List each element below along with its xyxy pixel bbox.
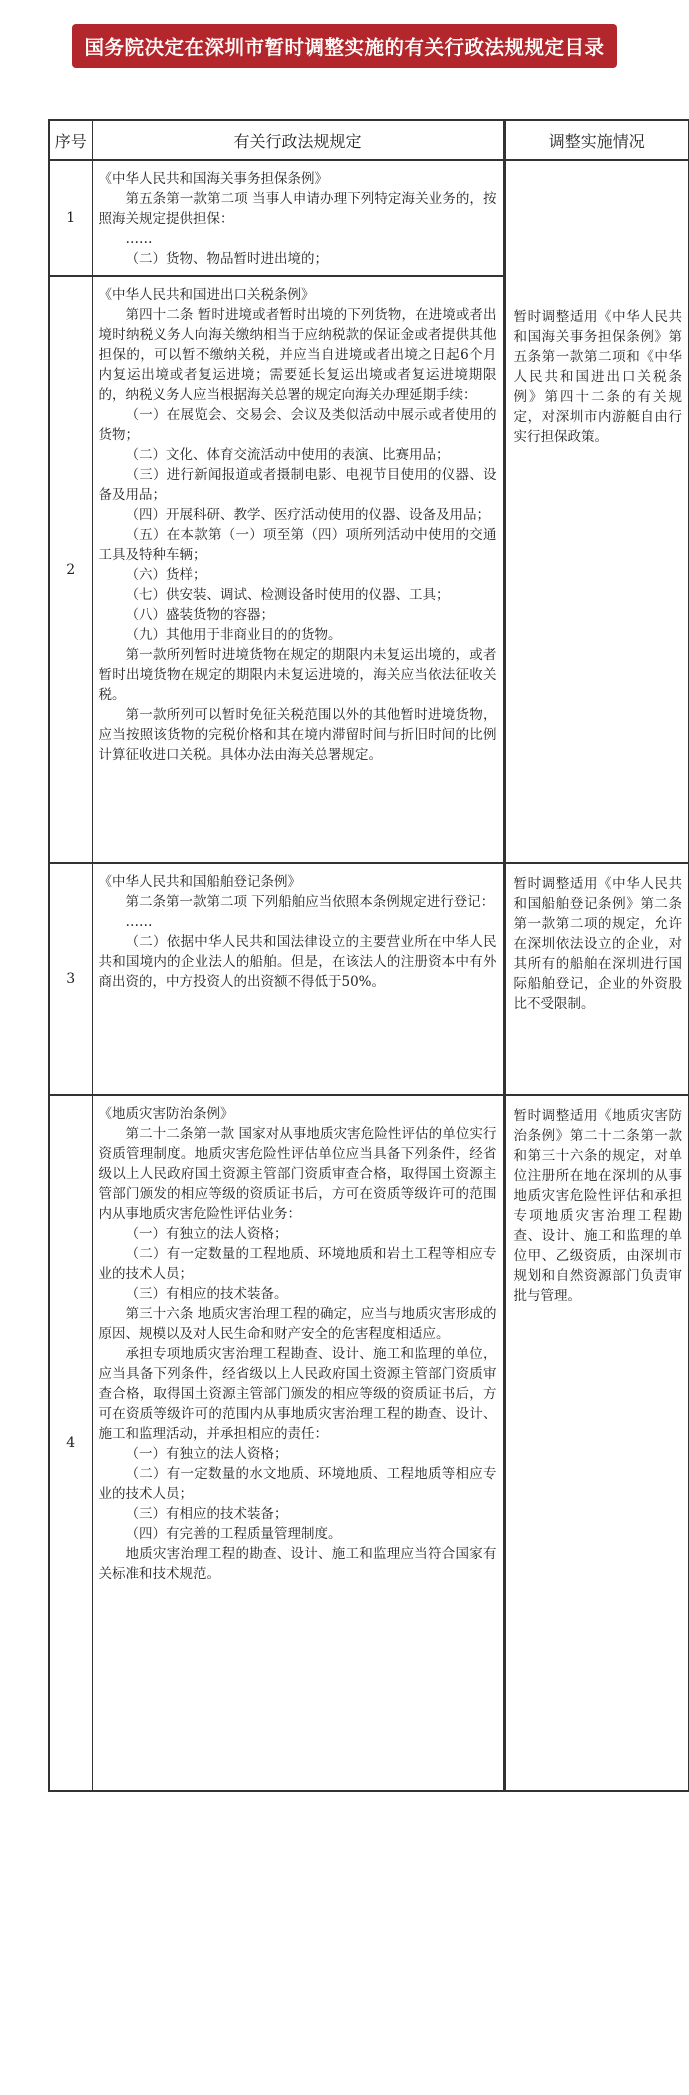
regulation-text: （二）有一定数量的水文地质、环境地质、工程地质等相应专业的技术人员； bbox=[98, 1466, 497, 1502]
regulation-text: （五）在本款第（一）项至第（四）项所列活动中使用的交通工具及特种车辆； bbox=[98, 527, 497, 563]
regulation-text: （七）供安装、调试、检测设备时使用的仪器、工具； bbox=[125, 587, 450, 603]
regulation-text: （四）有完善的工程质量管理制度。 bbox=[125, 1526, 342, 1542]
table-row bbox=[49, 160, 689, 276]
regulation-text: 第二十二条第一款 国家对从事地质灾害危险性评估的单位实行资质管理制度。地质灾害危险性评估单位应当具备下列条件，经省级以上人民政府国土资源主管部门资质审查合格，取得国土资源主管部门颁发的相应等级的资质证书后，方可在资质等级许可的范围内从事地质灾害危险性评估业务： bbox=[98, 1126, 497, 1222]
regulation-text: 第五条第一款第二项 当事人申请办理下列特定海关业务的，按照海关规定提供担保： bbox=[98, 191, 497, 227]
regulation-text: （一）有独立的法人资格； bbox=[125, 1226, 288, 1242]
situation-text: 暂时调整适用《中华人民共和国海关事务担保条例》第五条第一款第二项和《中华人民共和国进出口关税条例》第四十二条的有关规定，对深圳市内游艇自由行实行担保政策。 bbox=[513, 309, 682, 445]
regulation-text: 第四十二条 暂时进境或者暂时出境的下列货物，在进境或者出境时纳税义务人向海关缴纳相当于应纳税款的保证金或者提供其他担保的，可以暂不缴纳关税，并应当自进境或者出境之日起6个月内复运出境或者复运进境；需要延长复运出境或者复运进境期限的，纳税义务人应当根据海关总署的规定向海关办理延期手续： bbox=[98, 307, 497, 403]
regulation-text: （四）开展科研、教学、医疗活动使用的仪器、设备及用品； bbox=[125, 507, 490, 523]
situation-cell bbox=[504, 863, 689, 1095]
regulation-name: 《中华人民共和国进出口关税条例》 bbox=[98, 287, 315, 303]
row-number: 3 bbox=[49, 863, 92, 1095]
regulation-cell bbox=[92, 160, 504, 276]
regulation-text: （三）进行新闻报道或者摄制电影、电视节目使用的仪器、设备及用品； bbox=[98, 467, 497, 503]
regulation-table bbox=[48, 119, 689, 1792]
row-number: 4 bbox=[49, 1095, 92, 1791]
regulation-name: 《中华人民共和国海关事务担保条例》 bbox=[98, 171, 328, 187]
regulation-text: （一）在展览会、交易会、会议及类似活动中展示或者使用的货物； bbox=[98, 407, 497, 443]
situation-text: 暂时调整适用《中华人民共和国船舶登记条例》第二条第一款第二项的规定，允许在深圳依法设立的企业，对其所有的船舶在深圳进行国际船舶登记，企业的外资股比不受限制。 bbox=[513, 876, 682, 1012]
regulation-cell bbox=[92, 1095, 504, 1791]
situation-cell bbox=[504, 160, 689, 863]
header-number: 序号 bbox=[49, 120, 92, 160]
row-number: 1 bbox=[49, 160, 92, 276]
regulation-text: 第一款所列可以暂时免征关税范围以外的其他暂时进境货物，应当按照该货物的完税价格和其在境内滞留时间与折旧时间的比例计算征收进口关税。具体办法由海关总署规定。 bbox=[98, 707, 497, 763]
regulation-cell bbox=[92, 863, 504, 1095]
regulation-text: …… bbox=[125, 231, 153, 247]
table-row bbox=[49, 863, 689, 1095]
header-regulation: 有关行政法规规定 bbox=[92, 120, 504, 160]
regulation-text: 第一款所列暂时进境货物在规定的期限内未复运出境的，或者暂时出境货物在规定的期限内未复运进境的，海关应当依法征收关税。 bbox=[98, 647, 497, 703]
regulation-text: （三）有相应的技术装备。 bbox=[125, 1286, 288, 1302]
regulation-text: …… bbox=[125, 914, 153, 930]
regulation-text: 第二条第一款第二项 下列船舶应当依照本条例规定进行登记： bbox=[125, 894, 495, 910]
header-situation: 调整实施情况 bbox=[504, 120, 689, 160]
regulation-text: 地质灾害治理工程的勘查、设计、施工和监理应当符合国家有关标准和技术规范。 bbox=[98, 1546, 497, 1582]
regulation-name: 《中华人民共和国船舶登记条例》 bbox=[98, 874, 301, 890]
table-row bbox=[49, 1095, 689, 1791]
regulation-text: （六）货样； bbox=[125, 567, 207, 583]
row-number: 2 bbox=[49, 276, 92, 863]
regulation-text: （三）有相应的技术装备； bbox=[125, 1506, 288, 1522]
situation-cell bbox=[504, 1095, 689, 1791]
title-banner bbox=[0, 24, 689, 68]
regulation-cell bbox=[92, 276, 504, 863]
regulation-text: （二）文化、体育交流活动中使用的表演、比赛用品； bbox=[125, 447, 450, 463]
table-header-row bbox=[49, 120, 689, 160]
regulation-text: （一）有独立的法人资格； bbox=[125, 1446, 288, 1462]
regulation-text: （二）货物、物品暂时进出境的； bbox=[125, 251, 328, 267]
page-title: 国务院决定在深圳市暂时调整实施的有关行政法规规定目录 bbox=[72, 24, 616, 68]
regulation-text: （九）其他用于非商业目的的货物。 bbox=[125, 627, 342, 643]
regulation-text: 承担专项地质灾害治理工程勘查、设计、施工和监理的单位，应当具备下列条件，经省级以上人民政府国土资源主管部门资质审查合格，取得国土资源主管部门颁发的相应等级的资质证书后，方可在资质等级许可的范围内从事地质灾害治理工程的勘查、设计、施工和监理活动，并承担相应的责任： bbox=[98, 1346, 497, 1442]
regulation-text: （二）有一定数量的工程地质、环境地质和岩土工程等相应专业的技术人员； bbox=[98, 1246, 497, 1282]
situation-text: 暂时调整适用《地质灾害防治条例》第二十二条第一款和第三十六条的规定，对单位注册所在地在深圳的从事地质灾害危险性评估和承担专项地质灾害治理工程勘查、设计、施工和监理的单位甲、乙级资质，由深圳市规划和自然资源部门负责审批与管理。 bbox=[513, 1108, 682, 1304]
regulation-name: 《地质灾害防治条例》 bbox=[98, 1106, 234, 1122]
regulation-text: （二）依据中华人民共和国法律设立的主要营业所在中华人民共和国境内的企业法人的船舶。但是，在该法人的注册资本中有外商出资的，中方投资人的出资额不得低于50%。 bbox=[98, 934, 497, 990]
regulation-text: 第三十六条 地质灾害治理工程的确定，应当与地质灾害形成的原因、规模以及对人民生命和财产安全的危害程度相适应。 bbox=[98, 1306, 497, 1342]
regulation-text: （八）盛装货物的容器； bbox=[125, 607, 274, 623]
